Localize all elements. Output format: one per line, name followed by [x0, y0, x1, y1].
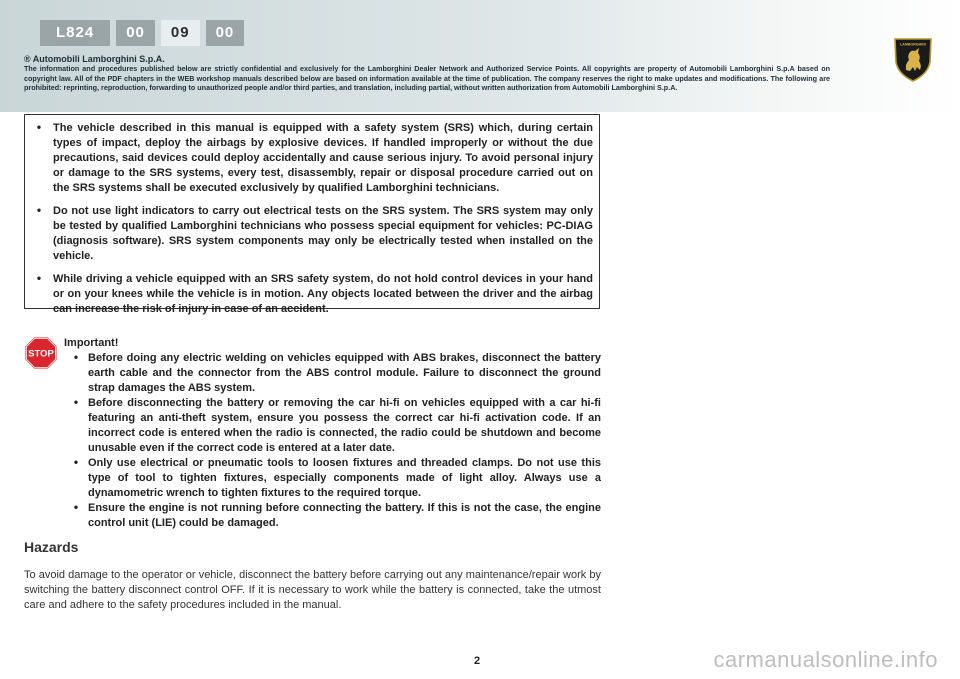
important-item-text: Before disconnecting the battery or removing the car hi-fi on vehicles equipped with a car hi-fi featuring an anti-theft system, ensure you possess the correct car hi-fi activation code. If an incorrect code is entered when the radio is connected, the radio could be shutdown and become unusable even if the correct code is entered at a later date. [88, 397, 601, 454]
warning-item-text: While driving a vehicle equipped with an SRS safety system, do not hold control devices in your hand or on your knees while the vehicle is in motion. Any objects located between the driver and the airbag can increase the risk of injury in case of an accident. [53, 273, 593, 315]
important-item-text: Only use electrical or pneumatic tools to loosen fixtures and threaded clamps. Do not use this type of tool to tighten fixtures, especially components made of light alloy. Always use a dynamometric wrench to tighten fixtures to the required torque. [88, 457, 601, 499]
important-item [64, 351, 601, 396]
hazards-heading: Hazards [24, 539, 79, 555]
bullet-icon: • [36, 120, 42, 134]
srs-warning-box [24, 114, 600, 315]
group-code: 00 [116, 20, 155, 46]
bullet-icon: • [73, 455, 79, 469]
lamborghini-logo [893, 36, 933, 82]
subsection-code: 00 [206, 20, 245, 46]
bullet-icon: • [73, 395, 79, 409]
stop-sign-label: STOP [28, 348, 54, 360]
warning-item-text: The vehicle described in this manual is equipped with a safety system (SRS) which, during certain types of impact, deploy the airbags by explosive devices. If handled improperly or without the due precautions, said devices could deploy accidentally and cause serious injury. To avoid personal injury or damage to the SRS systems, every test, disassembly, repair or disposal procedure carried out on the SRS systems shall be executed exclusively by qualified Lamborghini technicians. [53, 122, 593, 194]
company-name: ® Automobili Lamborghini S.p.A. [24, 54, 165, 64]
section-code: 09 [161, 20, 200, 46]
warning-item [25, 121, 593, 196]
logo-wordmark: LAMBORGHINI [900, 42, 926, 47]
important-section [64, 336, 601, 531]
important-item-text: Before doing any electric welding on vehicles equipped with ABS brakes, disconnect the battery earth cable and the connector from the ABS control module. Failure to disconnect the ground strap damages the ABS system. [88, 352, 601, 394]
bullet-icon: • [36, 271, 42, 285]
bullet-icon: • [36, 203, 42, 217]
important-item [64, 456, 601, 501]
stop-sign-icon [24, 336, 58, 370]
page-number: 2 [474, 655, 481, 667]
important-item-text: Ensure the engine is not running before connecting the battery. If this is not the case, the engine control unit (LIE) could be damaged. [88, 502, 601, 529]
bullet-icon: • [73, 350, 79, 364]
watermark: carmanualsonline.info [713, 647, 938, 672]
document-code-bar [40, 20, 244, 46]
bullet-icon: • [73, 500, 79, 514]
hazards-paragraph: To avoid damage to the operator or vehicle, disconnect the battery before carrying out any maintenance/repair work by switching the battery disconnect control OFF. If it is necessary to work while the battery is connected, take the utmost care and adhere to the safety procedures included in the manual. [24, 569, 601, 611]
important-item [64, 396, 601, 456]
copyright-notice: The information and procedures published below are strictly confidential and exclusively for the Lamborghini Dealer Network and Authorized Service Points. All copyrights are property of Automobili Lamborghini S.p.A based on copyright law. All of the PDF chapters in the WEB workshop manuals described below are based on information available at the time of publication. The company reserves the right to make updates and modifications. The following are prohibited: reprinting, reproduction, forwarding to unauthorized people and/or third parties, and translation, including partial, without written authorization from Automobili Lamborghini S.p.A. [24, 64, 830, 93]
warning-item [25, 204, 593, 264]
warning-item [25, 272, 593, 317]
important-heading: Important! [64, 337, 119, 349]
warning-item-text: Do not use light indicators to carry out electrical tests on the SRS system. The SRS system may only be tested by qualified Lamborghini technicians who possess special equipment for vehicles: PC-DIAG (diagnosis software). SRS system components may only be electrically tested when installed on the vehicle. [53, 205, 593, 262]
model-code: L824 [40, 20, 110, 46]
important-item [64, 501, 601, 531]
